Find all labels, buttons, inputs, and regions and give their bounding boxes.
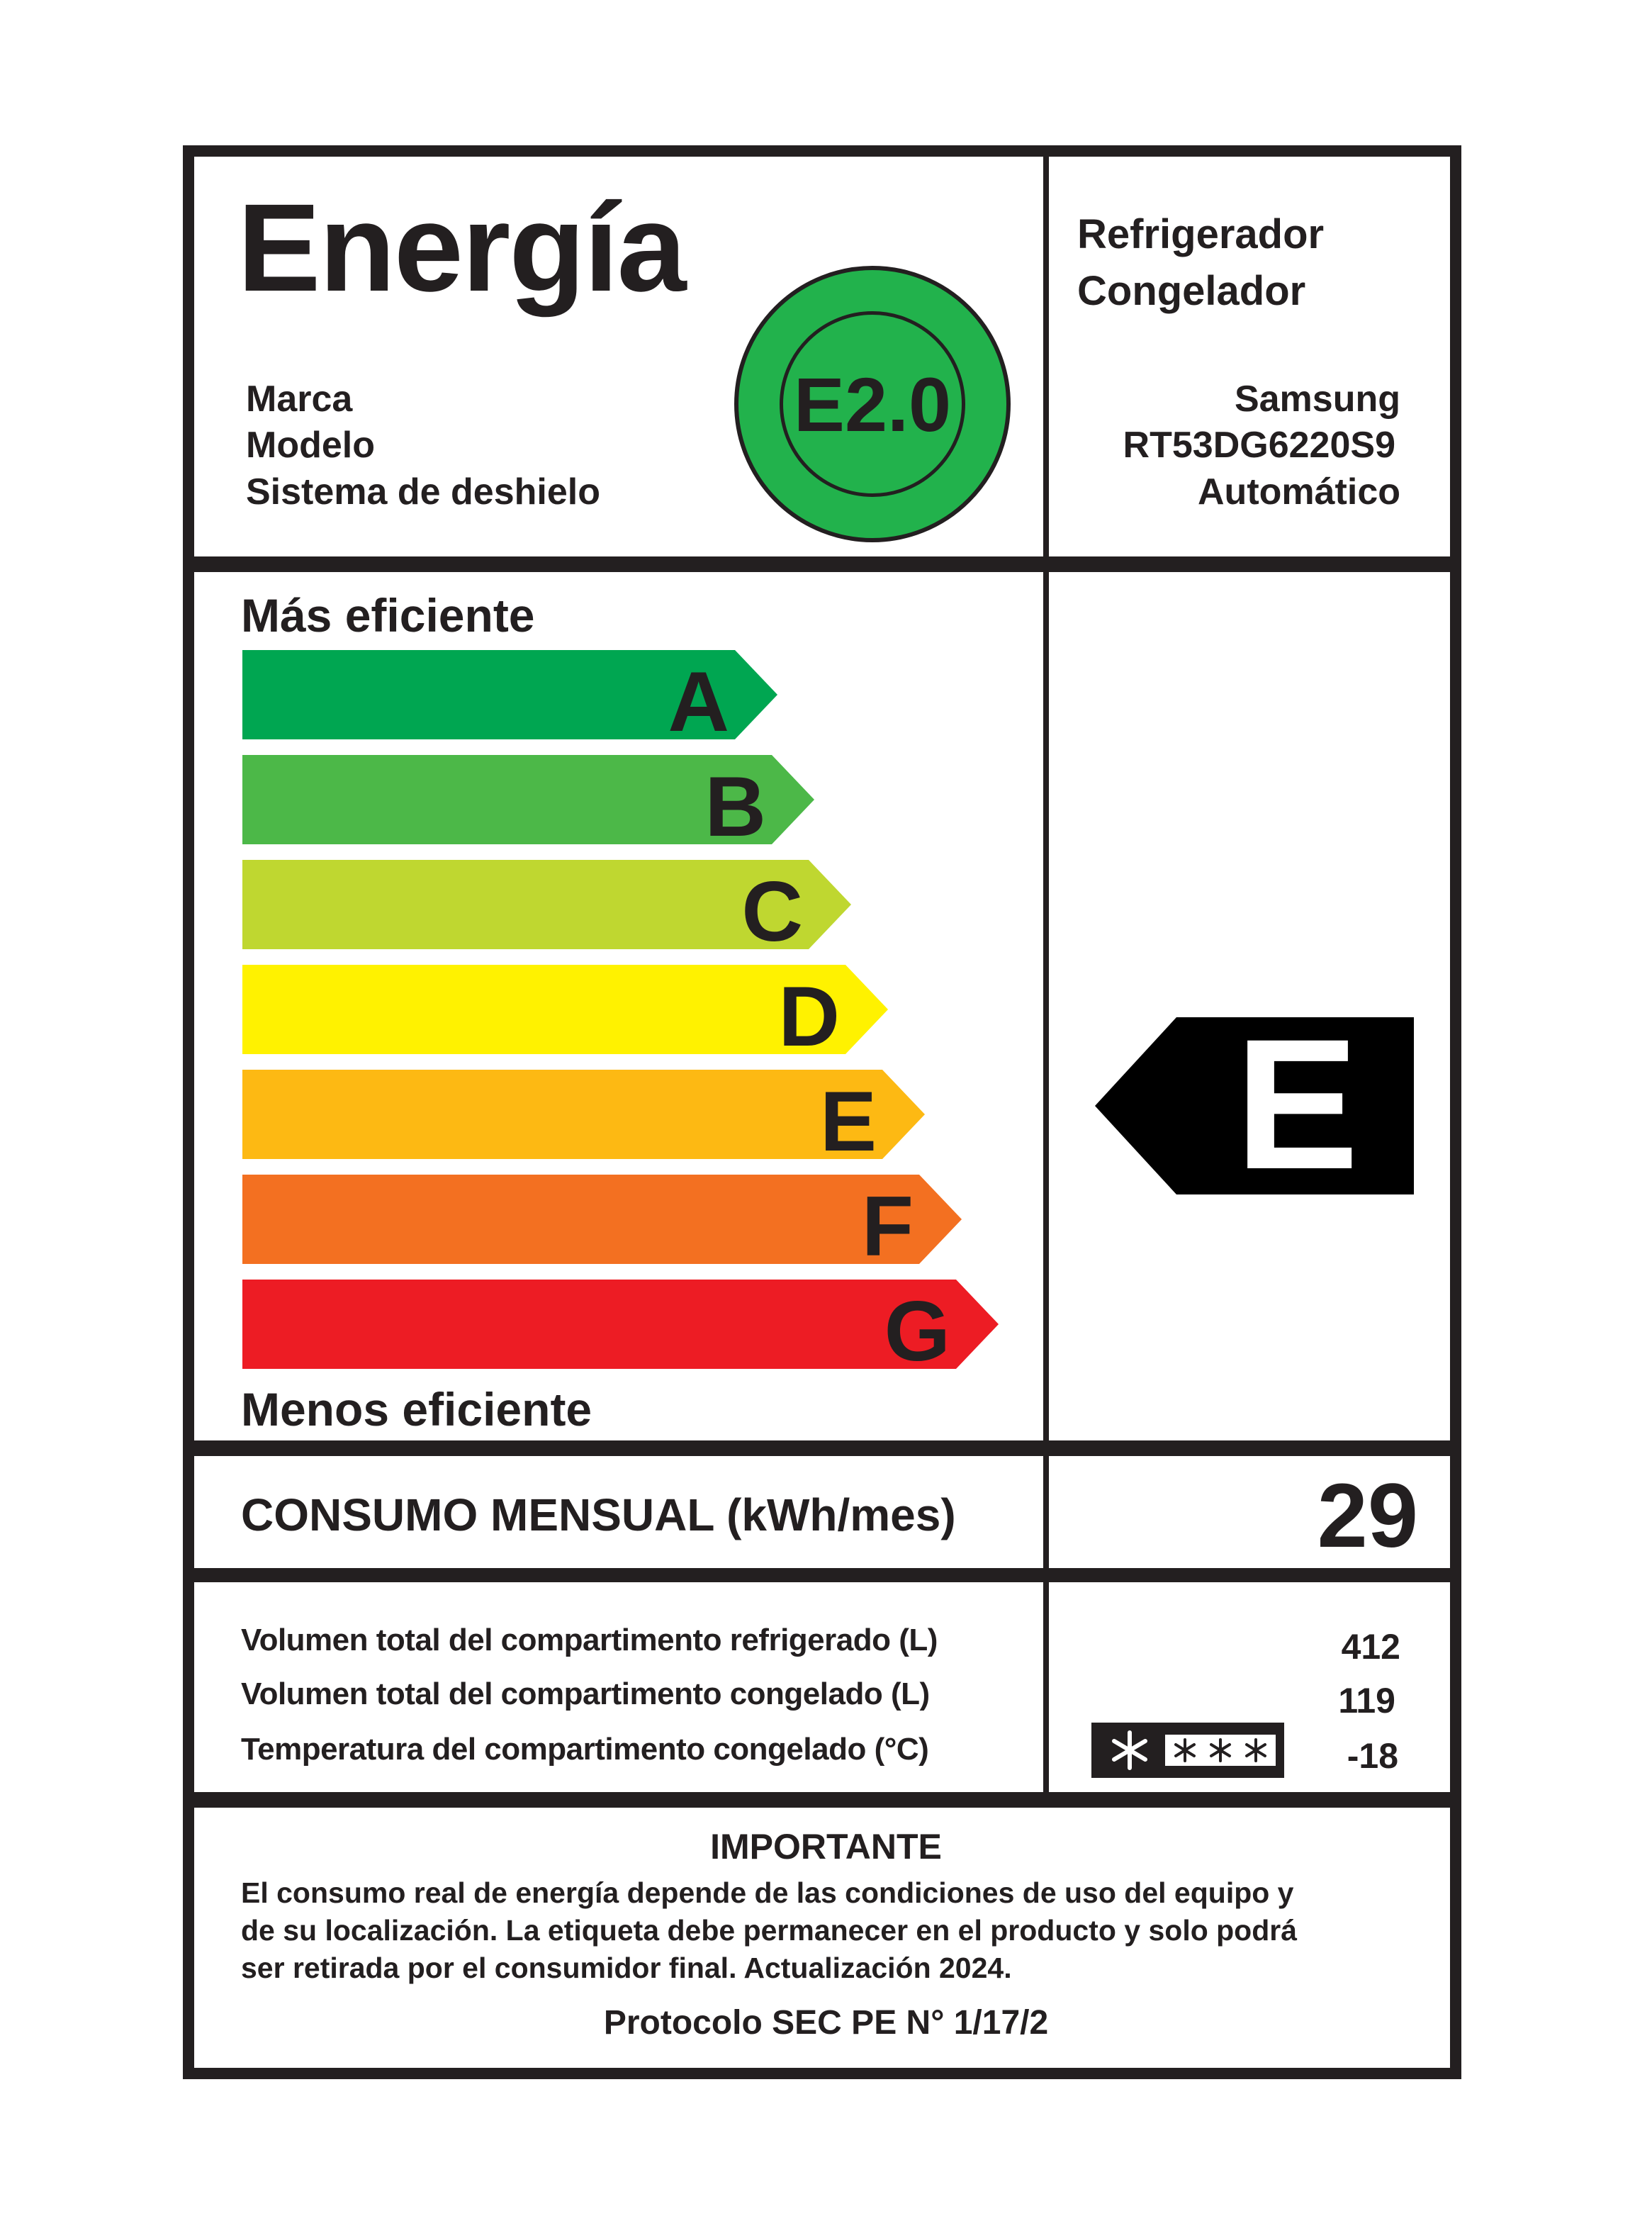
efficiency-bar-letter-d: D (778, 969, 840, 1064)
freezer-four-star-icon (1091, 1723, 1284, 1778)
important-line-1: El consumo real de energía depende de las condiciones de uso del equipo y (241, 1876, 1294, 1909)
scale-top-label: Más eficiente (241, 589, 535, 642)
field-value-marca: Samsung (1234, 379, 1400, 420)
efficiency-bar-letter-g: G (884, 1284, 950, 1379)
scale-bottom-label: Menos eficiente (241, 1383, 592, 1436)
efficiency-bar-f (242, 1175, 962, 1264)
field-label-modelo: Modelo (246, 425, 375, 466)
efficiency-bar-letter-e: E (819, 1074, 877, 1169)
rating-arrow (1095, 1017, 1414, 1194)
consumption-label: CONSUMO MENSUAL (kWh/mes) (241, 1489, 956, 1540)
label-title: Energía (237, 179, 685, 318)
spec-value-congelado: 119 (1338, 1681, 1395, 1720)
rating-letter: E (1235, 1017, 1359, 1194)
field-value-modelo: RT53DG6220S9 (1123, 425, 1395, 466)
spec-value-refrigerado: 412 (1341, 1627, 1400, 1667)
appliance-type-line2: Congelador (1077, 268, 1306, 314)
efficiency-standard-badge-text: E2.0 (780, 311, 965, 497)
efficiency-bar-letter-f: F (861, 1179, 914, 1274)
spec-value-temperatura: -18 (1347, 1736, 1398, 1776)
important-line-2: de su localización. La etiqueta debe permanecer en el producto y solo podrá (241, 1914, 1298, 1947)
important-title: IMPORTANTE (710, 1827, 942, 1867)
spec-label-congelado: Volumen total del compartimento congelado (L) (241, 1677, 930, 1711)
efficiency-bar-letter-b: B (704, 759, 766, 854)
protocol-text: Protocolo SEC PE N° 1/17/2 (603, 2004, 1049, 2042)
consumption-value: 29 (1317, 1465, 1418, 1567)
spec-label-refrigerado: Volumen total del compartimento refrigerado (L) (241, 1623, 938, 1657)
efficiency-bar-letter-c: C (741, 864, 803, 959)
important-line-3: ser retirada por el consumidor final. Actualización 2024. (241, 1952, 1012, 1984)
field-label-deshielo: Sistema de deshielo (246, 471, 600, 513)
appliance-type-line1: Refrigerador (1077, 211, 1325, 257)
field-label-marca: Marca (246, 379, 353, 420)
efficiency-bar-letter-a: A (668, 654, 729, 749)
field-value-deshielo: Automático (1198, 471, 1400, 513)
spec-label-temperatura: Temperatura del compartimento congelado (°C) (241, 1732, 929, 1767)
